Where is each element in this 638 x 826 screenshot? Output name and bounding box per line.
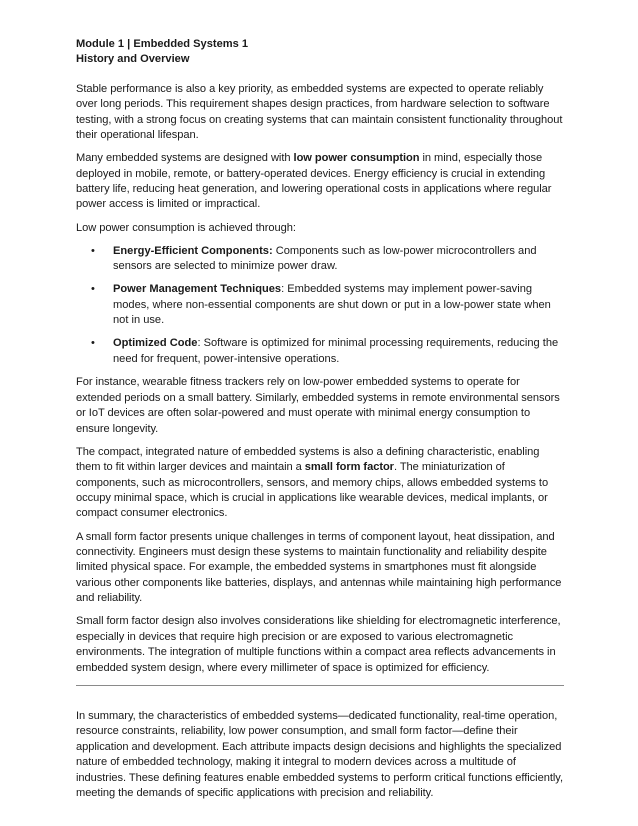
list-item bbox=[76, 244, 564, 275]
list-item-term: Power Management Techniques bbox=[113, 283, 282, 296]
bullet-icon: • bbox=[91, 337, 95, 350]
section-subtitle: History and Overview bbox=[76, 53, 190, 66]
list-item-term: Optimized Code bbox=[113, 337, 198, 350]
paragraph-summary: In summary, the characteristics of embedded systems—dedicated functionality, real-time operation, resource constraints, reliability, low power consumption, and small form factor—define their application and development. Each attribute impacts design decisions and highlights the specialized nature of embedded technology, making it integral to modern devices across a multitude of industries. These defining features enable embedded systems to perform critical functions efficiently, meeting the demands of specific applications with precision and reliability. bbox=[76, 710, 563, 800]
paragraph-compact-form-factor bbox=[76, 445, 564, 522]
list-item-term: Energy-Efficient Components: bbox=[113, 244, 273, 257]
low-power-intro-text: Many embedded systems are designed with bbox=[76, 152, 294, 165]
low-power-bold-term: low power consumption bbox=[293, 152, 420, 165]
compact-intro-text: The compact, integrated nature of embedded systems is also a defining characteristic, enabling them to fit within larger devices and maintain a bbox=[76, 445, 540, 474]
document-header bbox=[76, 37, 564, 68]
list-item-text: Components such as low-power microcontrollers and sensors are selected to minimize power draw. bbox=[113, 244, 537, 273]
bullet-icon: • bbox=[91, 283, 95, 296]
paragraph-emi-shielding: Small form factor design also involves considerations like shielding for electromagnetic interference, especially in devices that require high precision or are exposed to various electromagnetic environments. The integration of multiple functions within a compact area reflects advancements in embedded system design, where every millimeter of space is optimized for efficiency. bbox=[76, 615, 561, 674]
document-page bbox=[76, 37, 564, 809]
paragraph-stable-performance: Stable performance is also a key priority, as embedded systems are expected to operate reliably over long periods. This requirement shapes design practices, from hardware selection to software testing, with a strong focus on creating systems that can maintain consistent functionality throughout their operational lifespan. bbox=[76, 82, 563, 142]
paragraph-form-factor-challenges: A small form factor presents unique challenges in terms of component layout, heat dissipation, and connectivity. Engineers must design these systems to maintain functionality and reliability despite limited physical space. For example, the embedded systems in smartphones must fit alongside various other components like batteries, displays, and antennas while maintaining high performance and reliability. bbox=[76, 530, 562, 605]
module-title: Module 1 | Embedded Systems 1 bbox=[76, 38, 249, 50]
list-item-text: : Embedded systems may implement power-saving modes, where non-essential components are shut down or put in a low-power state when not in use. bbox=[113, 283, 551, 327]
small-form-factor-bold-term: small form factor bbox=[304, 461, 394, 474]
list-item-text: : Software is optimized for minimal processing requirements, reducing the need for frequent, power-intensive operations. bbox=[113, 337, 559, 365]
bullet-icon: • bbox=[91, 244, 95, 257]
paragraph-achieved-through: Low power consumption is achieved through: bbox=[76, 221, 296, 234]
low-power-techniques-list bbox=[76, 244, 564, 367]
low-power-rest-text: in mind, especially those deployed in mobile, remote, or battery-operated devices. Energy efficiency is crucial in extending battery life, reducing heat generation, and lowering operational costs in applications where regular power access is limited or impractical. bbox=[76, 152, 552, 211]
paragraph-wearable-example: For instance, wearable fitness trackers rely on low-power embedded systems to operate for extended periods on a small battery. Similarly, embedded systems in remote environmental sensors or IoT devices are often solar-powered and must operate with minimal energy consumption to ensure longevity. bbox=[76, 376, 560, 435]
compact-rest-text: . The miniaturization of components, such as microcontrollers, sensors, and memory chips, allows embedded systems to occupy minimal space, which is crucial in applications like wearable devices, medical implants, or compact consumer electronics. bbox=[76, 461, 549, 520]
paragraph-low-power bbox=[76, 151, 564, 213]
list-item bbox=[76, 336, 564, 367]
section-divider bbox=[76, 685, 564, 686]
list-item bbox=[76, 282, 564, 328]
